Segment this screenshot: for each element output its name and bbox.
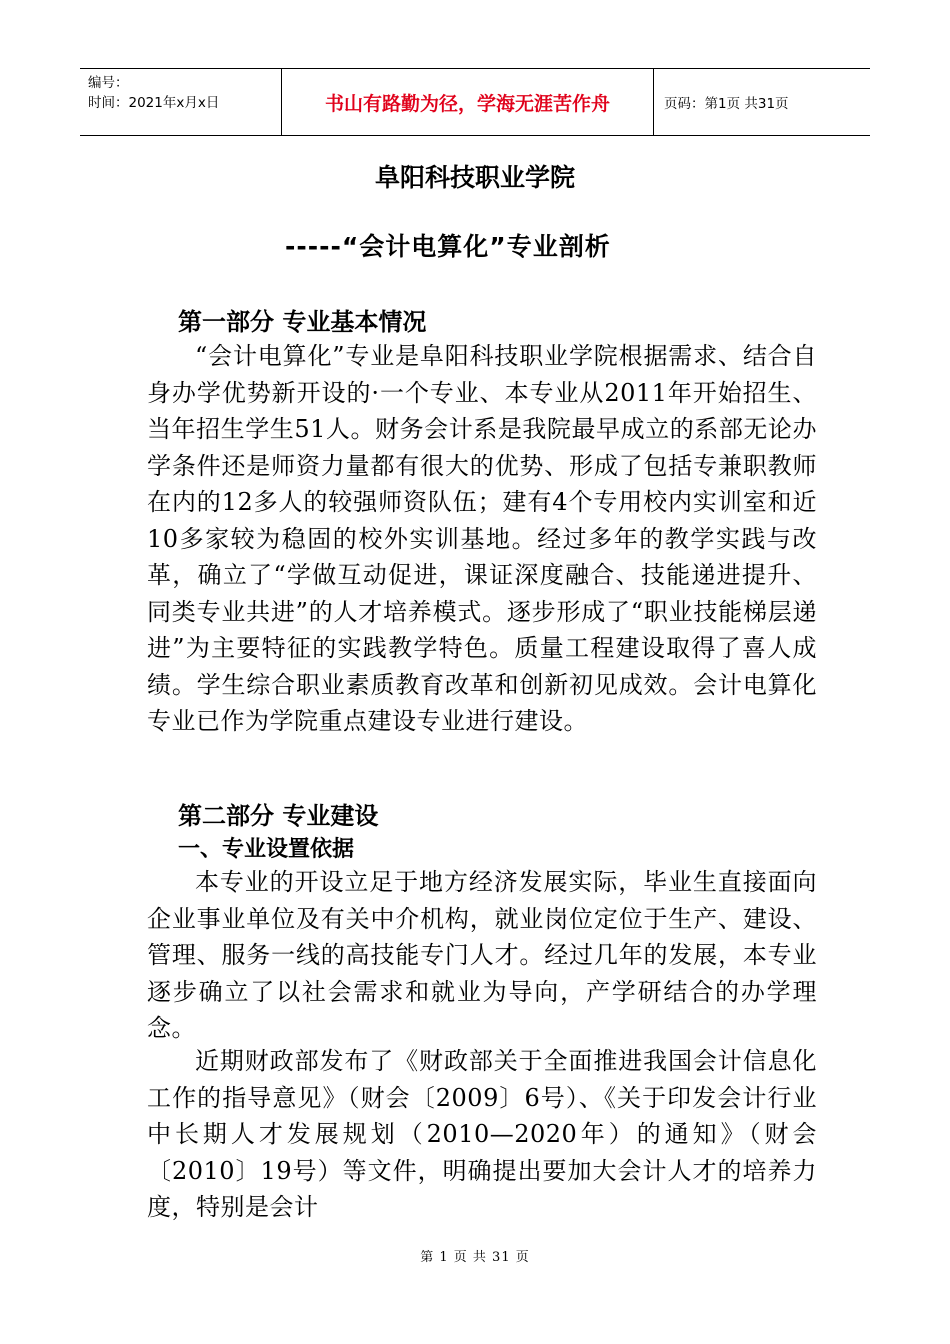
- document-number: 编号：: [88, 75, 129, 91]
- page-footer: 第 1 页 共 31 页: [420, 1250, 530, 1265]
- section1-heading: 一、专业设置依据: [178, 837, 355, 862]
- part1-heading: 第一部分 专业基本情况: [178, 308, 427, 336]
- document-subtitle: -----“会计电算化”专业剖析: [285, 232, 611, 261]
- header-meta: [80, 69, 282, 135]
- section1-paragraph1: 本专业的开设立足于地方经济发展实际，毕业生直接面向企业事业单位及有关中介机构，就业岗位定位于生产、建设、管理、服务一线的高技能专门人才。经过几年的发展，本专业逐步确立了以社会需求和就业为导向，产学研结合的办学理念。: [147, 868, 817, 1042]
- section1-paragraph2: 近期财政部发布了《财政部关于全面推进我国会计信息化工作的指导意见》（财会〔2009〕6号）、《关于印发会计行业中长期人才发展规划（2010—2020年）的通知》（财会〔2010〕19号）等文件，明确提出要加大会计人才的培养力度，特别是会计: [147, 1047, 817, 1221]
- document-title: 阜阳科技职业学院: [374, 163, 575, 192]
- part2-heading: 第二部分 专业建设: [178, 802, 379, 830]
- header-page-number: 页码：第1页 共31页: [664, 96, 789, 112]
- document-header: [80, 68, 870, 136]
- document-time: 时间：2021年x月x日: [88, 95, 220, 111]
- header-motto: 书山有路勤为径，学海无涯苦作舟: [282, 69, 654, 135]
- part1-paragraph: “会计电算化”专业是阜阳科技职业学院根据需求、结合自身办学优势新开设的·一个专业、本专业从2011年开始招生、当年招生学生51人。财务会计系是我院最早成立的系部无论办学条件还是师资力量都有很大的优势、形成了包括专兼职教师在内的12多人的较强师资队伍；建有4个专用校内实训室和近10多家较为稳固的校外实训基地。经过多年的教学实践与改革，确立了“学做互动促进，课证深度融合、技能递进提升、同类专业共进”的人才培养模式。逐步形成了“职业技能梯层递进”为主要特征的实践教学特色。质量工程建设取得了喜人成绩。学生综合职业素质教育改革和创新初见成效。会计电算化专业已作为学院重点建设专业进行建设。: [147, 342, 817, 735]
